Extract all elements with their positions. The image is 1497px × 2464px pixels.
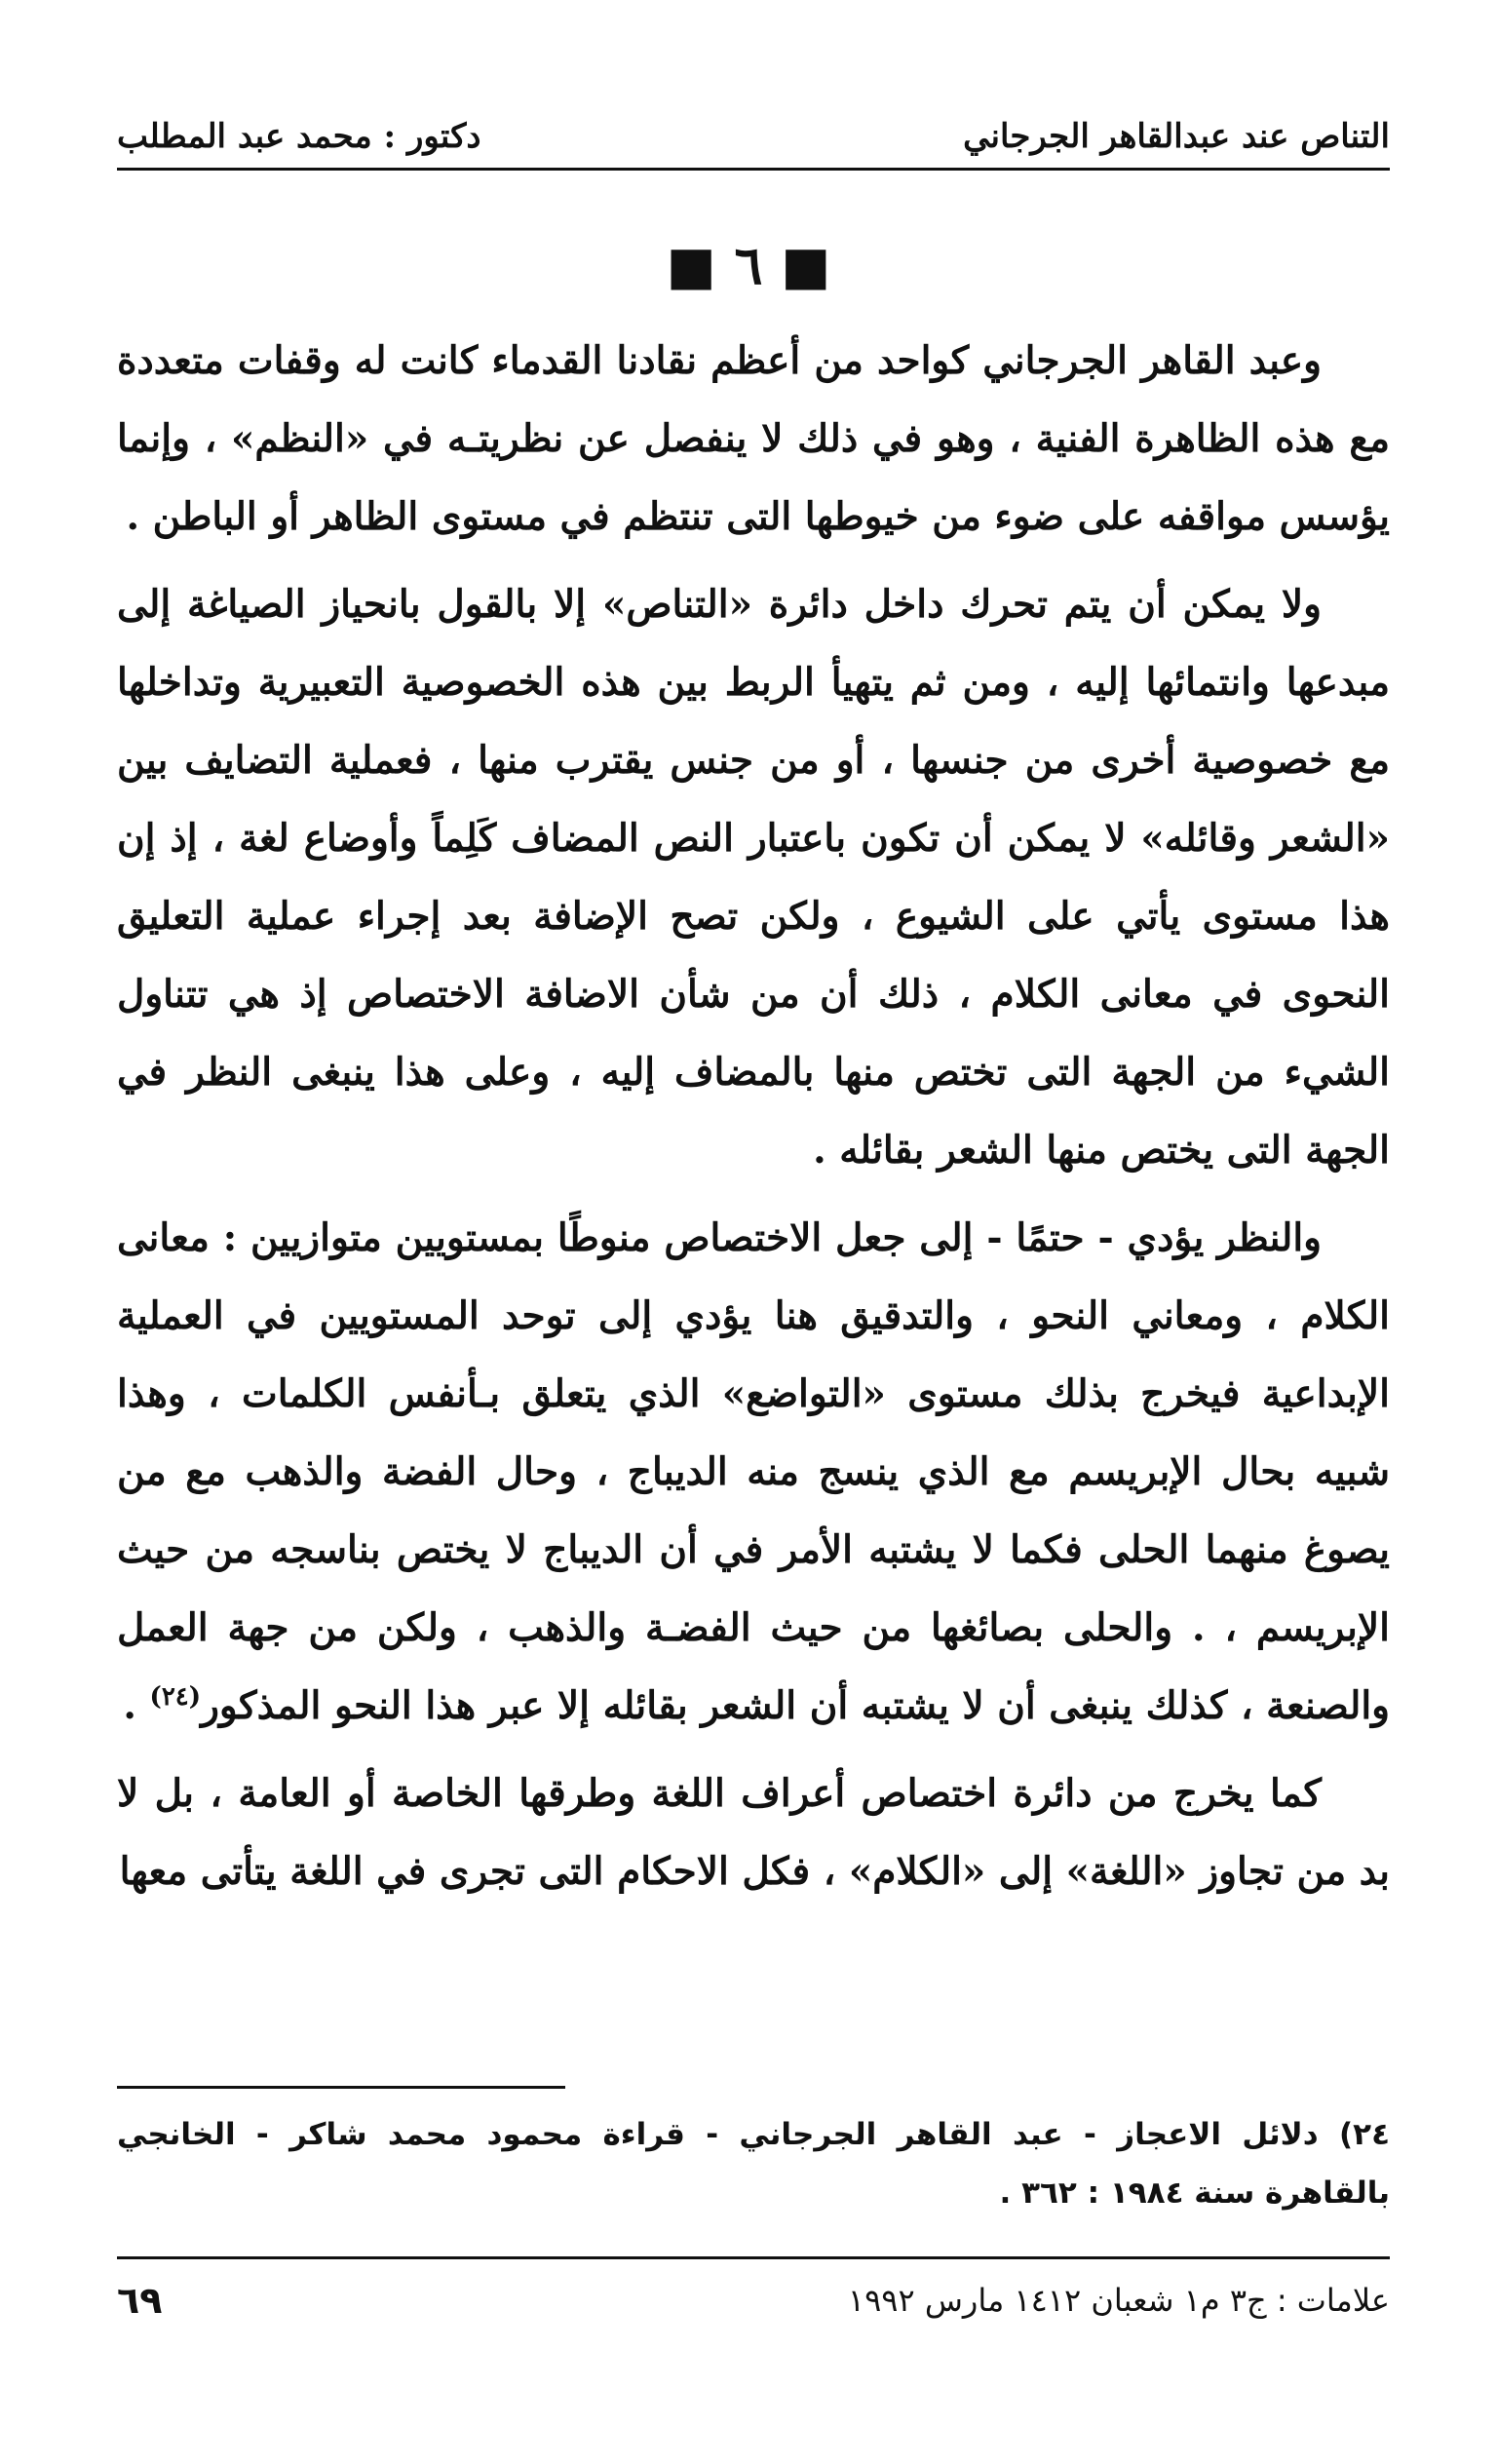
footnote-divider <box>117 2086 565 2089</box>
author-name: دكتور : محمد عبد المطلب <box>117 117 481 156</box>
page-footer <box>117 2271 1390 2329</box>
footnote-reference[interactable]: (٢٤) <box>149 1682 202 1712</box>
journal-issue: علامات : ج٣ م١ شعبان ١٤١٢ مارس ١٩٩٢ <box>847 2282 1390 2319</box>
page-number: ٦٩ <box>117 2279 163 2322</box>
paragraph-1: وعبد القاهر الجرجاني كواحد من أعظم نقادنا القدماء كانت له وقفات متعددة مع هذه الظاهرة الفنية ، وهو في ذلك لا ينفصل عن نظريتـه في «النظم» ، وإنما يؤسس مواقفه على ضوء من خيوطها التى تنتظم في مستوى الظاهر أو الباطن . <box>117 338 1390 539</box>
paragraph-3 <box>117 1199 1390 1745</box>
header-divider <box>117 168 1390 171</box>
paragraph-4: كما يخرج من دائرة اختصاص أعراف اللغة وطرقها الخاصة أو العامة ، بل لا بد من تجاوز «اللغة» إلى «الكلام» ، فكل الاحكام التى تجرى في اللغة يتأتى معها <box>117 1771 1390 1894</box>
paragraph-3-text: والنظر يؤدي - حتمًا - إلى جعل الاختصاص منوطًا بمستويين متوازيين : معانى الكلام ، ومعاني النحو ، والتدقيق هنا يؤدي إلى توحد المستويين في العملية الإبداعية فيخرج بذلك مستوى «التواضع» الذي يتعلق بـأنفس الكلمات ، وهذا شبيه بحال الإبريسم مع الذي ينسج منه الديباج ، وحال الفضة والذهب مع من يصوغ منهما الحلى فكما لا يشتبه الأمر في أن الديباج لا يختص بناسجه من حيث الإبريسم ، . والحلى بصائغها من حيث الفضـة والذهب ، ولكن من جهة العمل والصنعة ، كذلك ينبغى أن لا يشتبه أن الشعر بقائله إلا عبر هذا النحو المذكور <box>117 1215 1390 1728</box>
paragraph-3-end: . <box>123 1683 150 1728</box>
main-text <box>117 322 1390 1920</box>
footnote: ٢٤) دلائل الاعجاز - عبد القاهر الجرجاني - قراءة محمود محمد شاكر - الخانجي بالقاهرة سنة ١٩٨٤ : ٣٦٢ . <box>117 2117 1390 2211</box>
paragraph-2: ولا يمكن أن يتم تحرك داخل دائرة «التناص» إلا بالقول بانحياز الصياغة إلى مبدعها وانتمائها إليه ، ومن ثم يتهيأ الربط بين هذه الخصوصية التعبيرية وتداخلها مع خصوصية أخرى من جنسها ، أو من جنس يقترب منها ، فعملية التضايف بين «الشعر وقائله» لا يمكن أن تكون باعتبار النص المضاف كَلِماً وأوضاع لغة ، إذ إن هذا مستوى يأتي على الشيوع ، ولكن تصح الإضافة بعد إجراء عملية التعليق النحوى في معانى الكلام ، ذلك أن من شأن الاضافة الاختصاص إذ هي تتناول الشيء من الجهة التى تختص منها بالمضاف إليه ، وعلى هذا ينبغى النظر في الجهة التى يختص منها الشعر بقائله . <box>117 582 1390 1173</box>
footer-divider <box>117 2256 1390 2259</box>
running-header <box>117 107 1390 166</box>
section-number: ■ ٦ ■ <box>666 234 831 296</box>
book-title: التناص عند عبدالقاهر الجرجاني <box>963 117 1390 156</box>
